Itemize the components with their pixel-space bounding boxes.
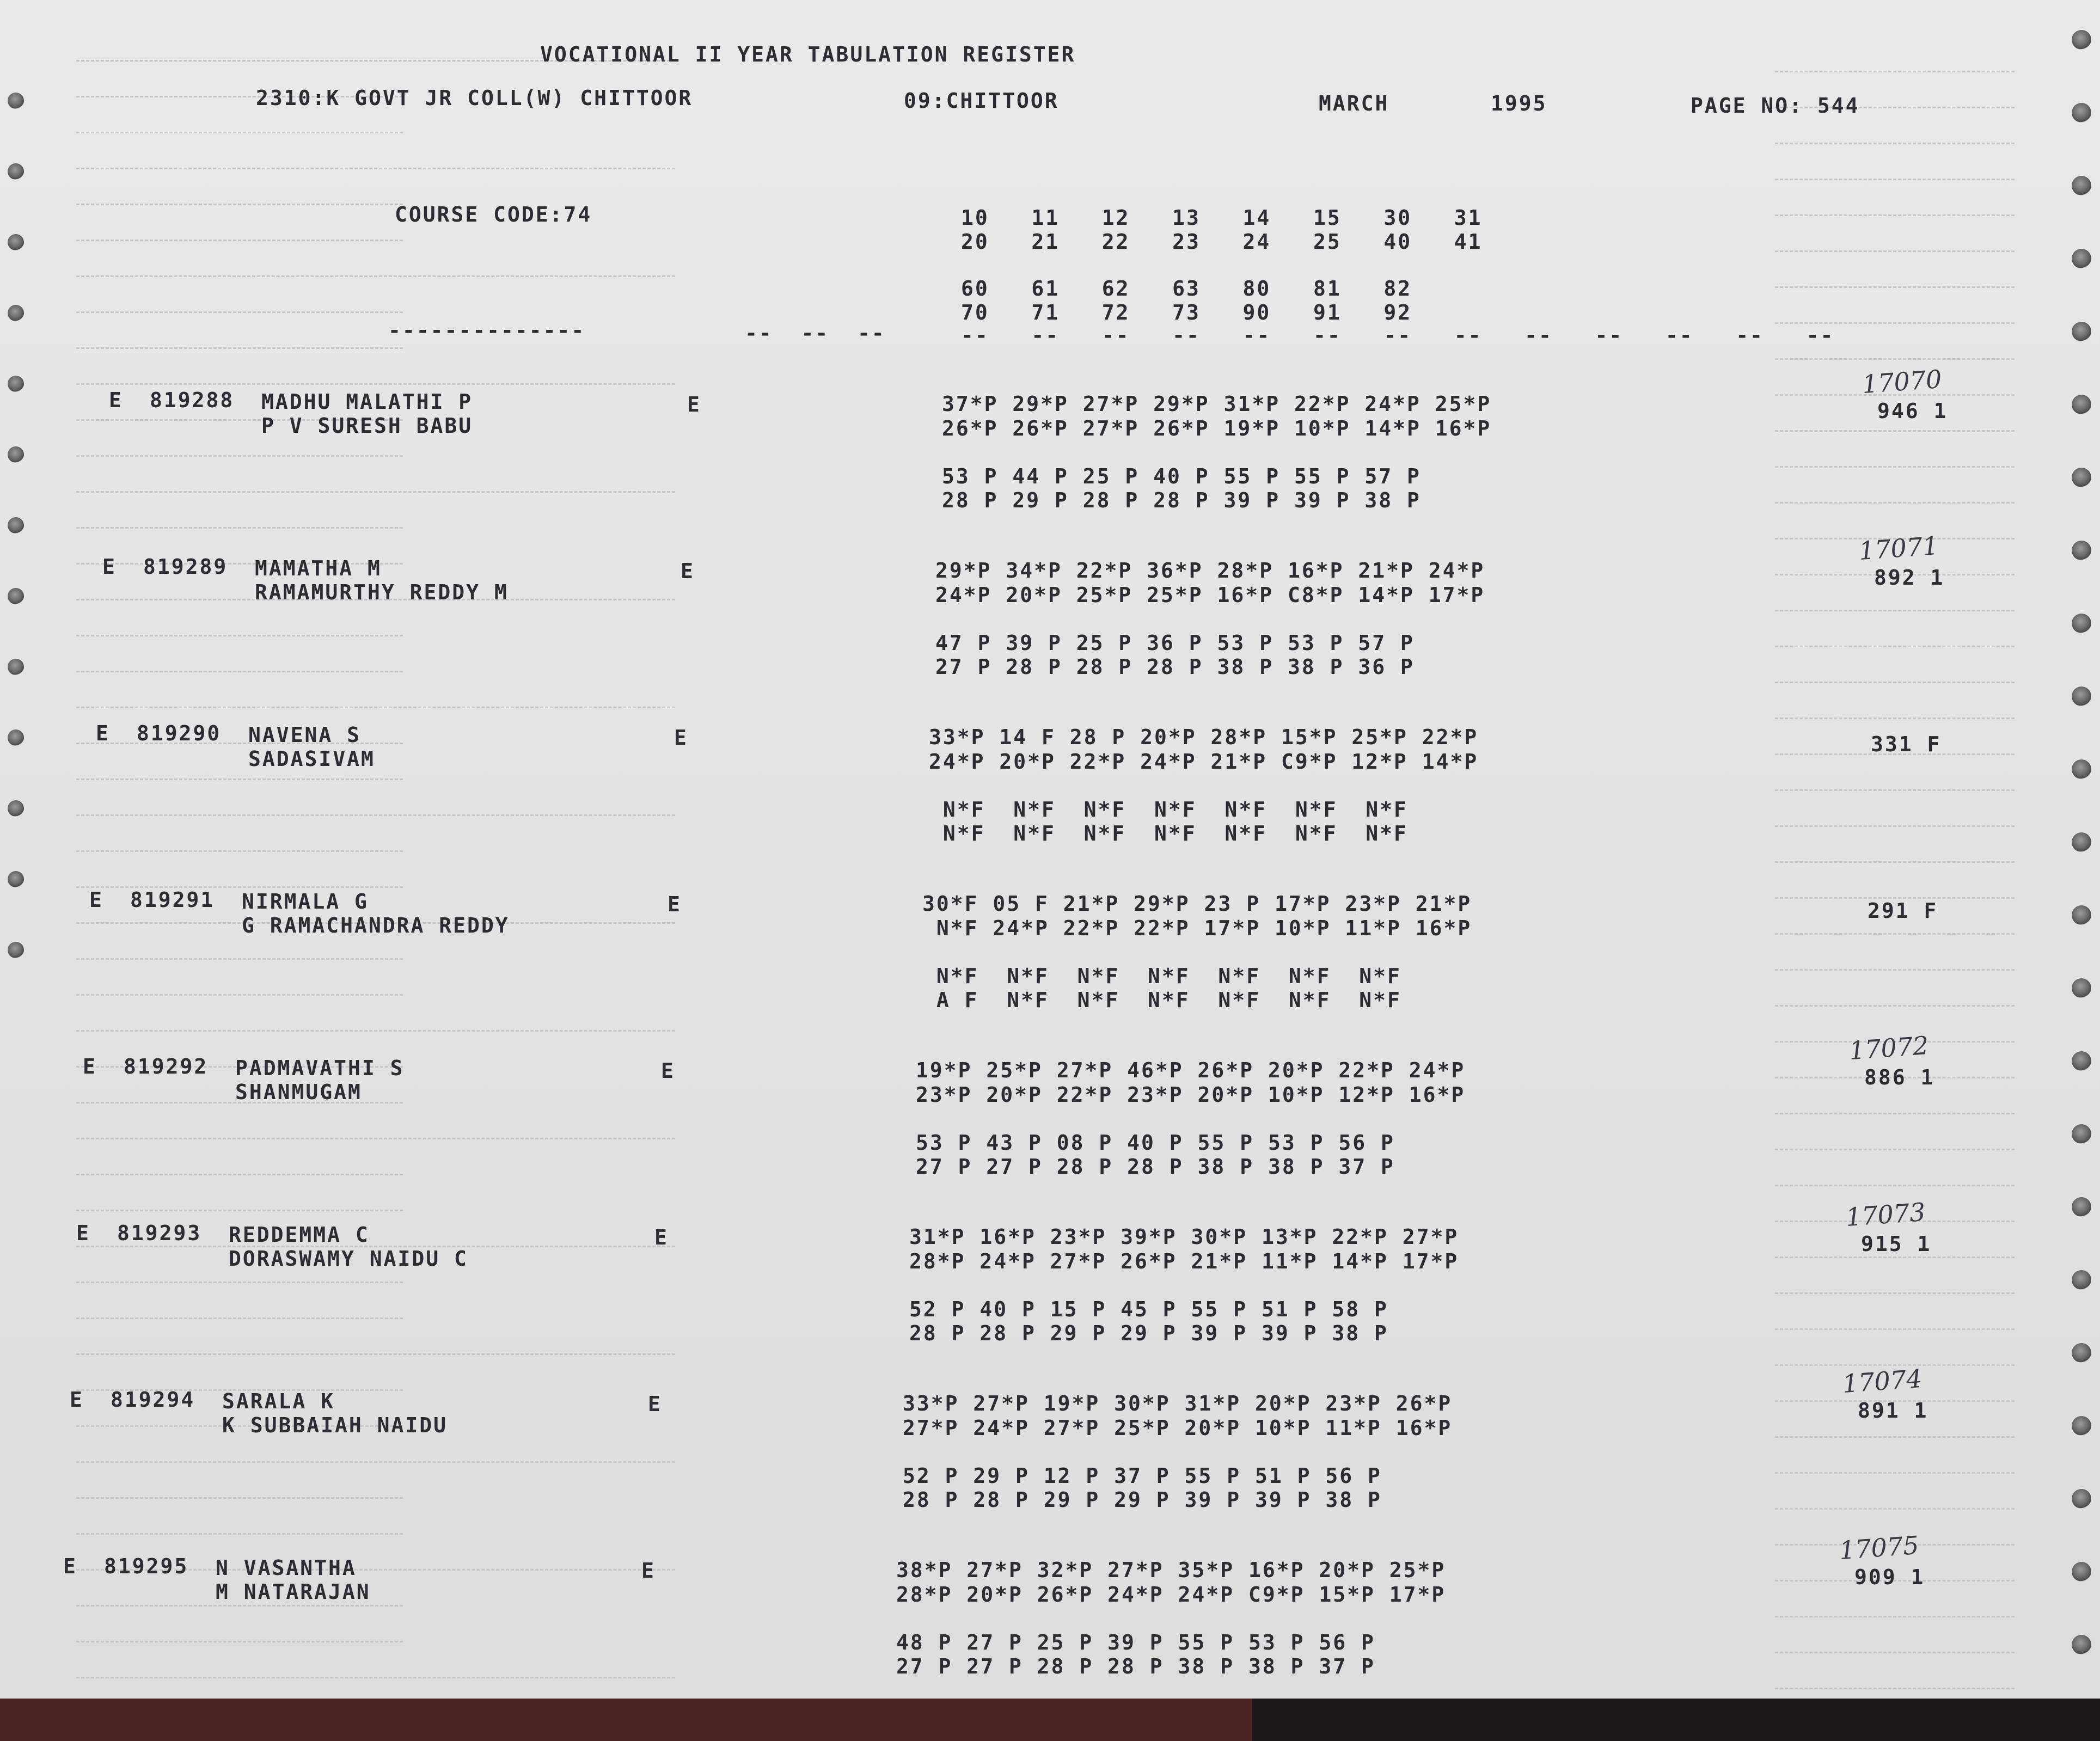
form-rule <box>76 491 675 493</box>
form-rule <box>76 240 403 241</box>
marks-row-3: 53 P 43 P 08 P 40 P 55 P 53 P 56 P <box>916 1131 1395 1155</box>
form-rule <box>76 311 403 313</box>
feed-hole <box>2072 905 2091 925</box>
form-rule <box>76 958 403 960</box>
district-name: 09:CHITTOOR <box>904 89 1059 113</box>
feed-hole <box>2072 395 2091 414</box>
feed-hole <box>2072 249 2091 268</box>
feed-hole <box>8 729 24 746</box>
form-rule <box>76 671 403 672</box>
feed-hole <box>2072 541 2091 560</box>
register-title: VOCATIONAL II YEAR TABULATION REGISTER <box>540 42 1076 66</box>
parent-name: K SUBBAIAH NAIDU <box>222 1413 448 1437</box>
binder-strip <box>0 1699 1252 1741</box>
form-rule <box>1775 502 2015 504</box>
marks-row-4: 27 P 27 P 28 P 28 P 38 P 38 P 37 P <box>896 1654 1375 1678</box>
total-result: 291 F <box>1868 899 1938 923</box>
marks-row-2: 23*P 20*P 22*P 23*P 20*P 10*P 12*P 16*P <box>916 1083 1466 1107</box>
total-result: 886 1 <box>1864 1065 1935 1089</box>
college-name: 2310:K GOVT JR COLL(W) CHITTOOR <box>256 86 693 110</box>
student-roll-number: 819290 <box>137 721 222 745</box>
student-name: N VASANTHA <box>216 1556 357 1580</box>
marks-row-4: A F N*F N*F N*F N*F N*F N*F <box>922 988 1401 1012</box>
form-rule <box>76 1282 403 1283</box>
feed-hole <box>2072 759 2091 779</box>
form-rule <box>1775 430 2015 432</box>
feed-hole <box>8 234 24 250</box>
form-rule <box>76 1533 403 1535</box>
student-record-prefix: E <box>89 888 103 912</box>
course-code: COURSE CODE:74 <box>395 203 592 226</box>
subject-codes-row-1: 10 11 12 13 14 15 30 31 <box>961 206 1483 230</box>
medium-code: E <box>668 892 682 916</box>
feed-hole <box>2072 832 2091 852</box>
form-rule <box>1775 71 2015 72</box>
handwritten-serial: 17072 <box>1848 1030 1930 1066</box>
marks-row-1: 33*P 14 F 28 P 20*P 28*P 15*P 25*P 22*P <box>929 725 1479 749</box>
medium-code: E <box>674 726 688 750</box>
marks-row-3: 53 P 44 P 25 P 40 P 55 P 55 P 57 P <box>942 464 1421 488</box>
feed-hole <box>8 659 24 675</box>
form-rule <box>76 1677 675 1678</box>
marks-row-3: N*F N*F N*F N*F N*F N*F N*F <box>922 964 1401 988</box>
form-rule <box>76 1030 675 1032</box>
feed-hole <box>2072 1051 2091 1071</box>
marks-row-1: 38*P 27*P 32*P 27*P 35*P 16*P 20*P 25*P <box>896 1558 1446 1582</box>
marks-row-2: 28*P 24*P 27*P 26*P 21*P 11*P 14*P 17*P <box>909 1249 1459 1273</box>
feed-hole <box>2072 686 2091 706</box>
marks-row-2: N*F 24*P 22*P 22*P 17*P 10*P 11*P 16*P <box>922 916 1472 940</box>
column-dash-separator-left: -- -- -- <box>745 321 886 345</box>
student-name: NAVENA S <box>248 723 362 747</box>
feed-hole <box>8 376 24 392</box>
form-rule <box>1775 825 2015 827</box>
student-record-prefix: E <box>83 1055 97 1078</box>
form-rule <box>76 1317 403 1319</box>
marks-row-1: 19*P 25*P 27*P 46*P 26*P 20*P 22*P 24*P <box>916 1058 1466 1082</box>
student-roll-number: 819289 <box>143 555 228 579</box>
form-rule <box>1775 718 2015 719</box>
form-rule <box>1775 1436 2015 1438</box>
marks-row-4: N*F N*F N*F N*F N*F N*F N*F <box>929 822 1408 845</box>
feed-hole <box>2072 322 2091 341</box>
form-rule <box>1775 1616 2015 1617</box>
marks-row-1: 30*F 05 F 21*P 29*P 23 P 17*P 23*P 21*P <box>922 892 1472 916</box>
form-rule <box>1775 1256 2015 1258</box>
student-record-prefix: E <box>96 721 110 745</box>
handwritten-serial: 17075 <box>1838 1530 1920 1566</box>
marks-row-1: 33*P 27*P 19*P 30*P 31*P 20*P 23*P 26*P <box>903 1391 1453 1415</box>
exam-month: MARCH <box>1319 91 1389 115</box>
form-rule <box>76 527 403 529</box>
medium-code: E <box>687 393 701 416</box>
form-rule <box>1775 1688 2015 1689</box>
marks-row-4: 27 P 28 P 28 P 28 P 38 P 38 P 36 P <box>935 655 1415 679</box>
parent-name: SADASIVAM <box>248 747 375 771</box>
form-rule <box>1775 143 2015 144</box>
marks-row-2: 28*P 20*P 26*P 24*P 24*P C9*P 15*P 17*P <box>896 1583 1446 1607</box>
form-rule <box>76 204 403 205</box>
form-rule <box>76 1605 403 1607</box>
subject-codes-row-4: 70 71 72 73 90 91 92 <box>961 301 1412 324</box>
handwritten-serial: 17070 <box>1861 364 1943 400</box>
form-rule <box>1775 1328 2015 1330</box>
feed-hole <box>8 800 24 817</box>
marks-row-2: 27*P 24*P 27*P 25*P 20*P 10*P 11*P 16*P <box>903 1416 1453 1440</box>
student-name: NIRMALA G <box>242 890 369 914</box>
marks-row-1: 31*P 16*P 23*P 39*P 30*P 13*P 22*P 27*P <box>909 1225 1459 1249</box>
form-rule <box>76 275 675 277</box>
form-rule <box>76 994 403 996</box>
parent-name: P V SURESH BABU <box>261 414 473 438</box>
student-name: MAMATHA M <box>255 556 382 580</box>
feed-hole <box>8 588 24 604</box>
parent-name: M NATARAJAN <box>216 1580 371 1604</box>
subject-codes-row-2: 20 21 22 23 24 25 40 41 <box>961 230 1483 254</box>
feed-hole <box>2072 1635 2091 1654</box>
form-rule <box>1775 789 2015 791</box>
marks-row-4: 28 P 29 P 28 P 28 P 39 P 39 P 38 P <box>942 488 1421 512</box>
student-name: PADMAVATHI S <box>235 1056 405 1080</box>
form-rule <box>1775 1005 2015 1007</box>
feed-hole <box>2072 1270 2091 1290</box>
student-name: MADHU MALATHI P <box>261 390 473 414</box>
student-roll-number: 819292 <box>124 1055 209 1078</box>
student-record-prefix: E <box>70 1388 84 1412</box>
medium-code: E <box>661 1059 675 1083</box>
form-rule <box>1775 610 2015 611</box>
form-rule <box>76 814 675 816</box>
marks-row-2: 26*P 26*P 27*P 26*P 19*P 10*P 14*P 16*P <box>942 416 1492 440</box>
medium-code: E <box>641 1559 656 1583</box>
feed-hole <box>2072 1416 2091 1436</box>
handwritten-serial: 17071 <box>1858 530 1940 566</box>
student-record-prefix: E <box>76 1221 90 1245</box>
feed-hole <box>8 305 24 321</box>
form-rule <box>76 635 403 636</box>
form-rule <box>1775 1292 2015 1294</box>
form-rule <box>76 1210 403 1211</box>
form-rule <box>1775 1113 2015 1114</box>
form-rule <box>76 455 403 457</box>
total-result: 331 F <box>1871 732 1942 756</box>
form-rule <box>76 1641 403 1642</box>
medium-code: E <box>654 1225 669 1249</box>
feed-hole <box>2072 1489 2091 1509</box>
total-result: 892 1 <box>1874 566 1945 590</box>
student-roll-number: 819291 <box>130 888 215 912</box>
student-roll-number: 819294 <box>111 1388 195 1412</box>
form-rule <box>1775 1652 2015 1653</box>
form-rule <box>76 1497 403 1499</box>
medium-code: E <box>681 559 695 583</box>
parent-name: DORASWAMY NAIDU C <box>229 1247 468 1271</box>
form-rule <box>76 778 403 780</box>
total-result: 915 1 <box>1861 1232 1932 1256</box>
student-roll-number: 819293 <box>117 1221 202 1245</box>
parent-name: RAMAMURTHY REDDY M <box>255 580 509 604</box>
form-rule <box>1775 358 2015 360</box>
form-rule <box>76 1461 675 1463</box>
medium-code: E <box>648 1392 662 1416</box>
student-name: SARALA K <box>222 1389 335 1413</box>
form-rule <box>76 383 675 385</box>
form-rule <box>76 1174 403 1175</box>
marks-row-2: 24*P 20*P 25*P 25*P 16*P C8*P 14*P 17*P <box>935 583 1485 607</box>
form-rule <box>1775 214 2015 216</box>
feed-hole <box>8 446 24 463</box>
feed-hole <box>8 163 24 180</box>
total-result: 909 1 <box>1854 1565 1925 1589</box>
form-rule <box>1775 861 2015 863</box>
feed-hole <box>2072 30 2091 50</box>
form-rule <box>76 850 403 852</box>
form-rule <box>1775 250 2015 252</box>
student-name: REDDEMMA C <box>229 1223 370 1247</box>
feed-hole <box>2072 468 2091 487</box>
feed-hole <box>2072 1197 2091 1217</box>
feed-hole <box>2072 1343 2091 1363</box>
marks-row-3: 48 P 27 P 25 P 39 P 55 P 53 P 56 P <box>896 1630 1375 1654</box>
page-number: PAGE NO: 544 <box>1691 94 1860 118</box>
student-record-prefix: E <box>109 388 123 412</box>
marks-row-4: 28 P 28 P 29 P 29 P 39 P 39 P 38 P <box>909 1321 1388 1345</box>
marks-row-3: 47 P 39 P 25 P 36 P 53 P 53 P 57 P <box>935 631 1415 655</box>
feed-hole <box>8 942 24 958</box>
page-bottom-edge <box>0 1699 2100 1741</box>
total-result: 891 1 <box>1858 1399 1928 1423</box>
student-roll-number: 819295 <box>104 1554 189 1578</box>
marks-row-3: 52 P 40 P 15 P 45 P 55 P 51 P 58 P <box>909 1297 1388 1321</box>
course-code-underline: -------------- <box>388 318 586 342</box>
form-rule <box>1775 682 2015 683</box>
form-rule <box>1775 286 2015 288</box>
feed-hole <box>2072 176 2091 195</box>
marks-row-3: N*F N*F N*F N*F N*F N*F N*F <box>929 798 1408 822</box>
feed-hole <box>2072 103 2091 122</box>
marks-row-1: 37*P 29*P 27*P 29*P 31*P 22*P 24*P 25*P <box>942 392 1492 416</box>
form-rule <box>1775 969 2015 971</box>
marks-row-2: 24*P 20*P 22*P 24*P 21*P C9*P 12*P 14*P <box>929 750 1479 774</box>
feed-hole <box>2072 1562 2091 1581</box>
form-rule <box>76 1353 675 1355</box>
marks-row-1: 29*P 34*P 22*P 36*P 28*P 16*P 21*P 24*P <box>935 559 1485 583</box>
student-roll-number: 819288 <box>150 388 235 412</box>
form-rule <box>1775 1508 2015 1510</box>
feed-hole <box>2072 614 2091 633</box>
form-rule <box>1775 1472 2015 1474</box>
feed-hole <box>8 93 24 109</box>
form-rule <box>76 168 675 169</box>
subject-codes-row-3: 60 61 62 63 80 81 82 <box>961 277 1412 301</box>
marks-row-4: 27 P 27 P 28 P 28 P 38 P 38 P 37 P <box>916 1155 1395 1179</box>
marks-row-3: 52 P 29 P 12 P 37 P 55 P 51 P 56 P <box>903 1464 1382 1488</box>
form-rule <box>1775 1149 2015 1150</box>
form-rule <box>1775 646 2015 647</box>
form-rule <box>1775 179 2015 180</box>
total-result: 946 1 <box>1877 399 1948 423</box>
form-rule <box>1775 466 2015 468</box>
parent-name: SHANMUGAM <box>235 1080 362 1104</box>
form-rule <box>76 886 403 888</box>
feed-hole <box>8 871 24 887</box>
parent-name: G RAMACHANDRA REDDY <box>242 914 510 937</box>
marks-row-4: 28 P 28 P 29 P 29 P 39 P 39 P 38 P <box>903 1488 1382 1512</box>
form-rule <box>76 132 403 133</box>
column-dash-separator: -- -- -- -- -- -- -- -- -- -- -- -- -- <box>961 323 1835 347</box>
handwritten-serial: 17073 <box>1845 1197 1927 1233</box>
form-rule <box>1775 1185 2015 1186</box>
feed-hole <box>8 517 24 534</box>
form-rule <box>76 347 403 349</box>
handwritten-serial: 17074 <box>1841 1363 1924 1399</box>
student-record-prefix: E <box>102 555 117 579</box>
feed-hole <box>2072 1124 2091 1144</box>
exam-year: 1995 <box>1491 91 1547 115</box>
form-rule <box>1775 933 2015 935</box>
feed-hole <box>2072 978 2091 998</box>
form-rule <box>76 1138 675 1139</box>
form-rule <box>76 707 675 708</box>
student-record-prefix: E <box>63 1554 77 1578</box>
